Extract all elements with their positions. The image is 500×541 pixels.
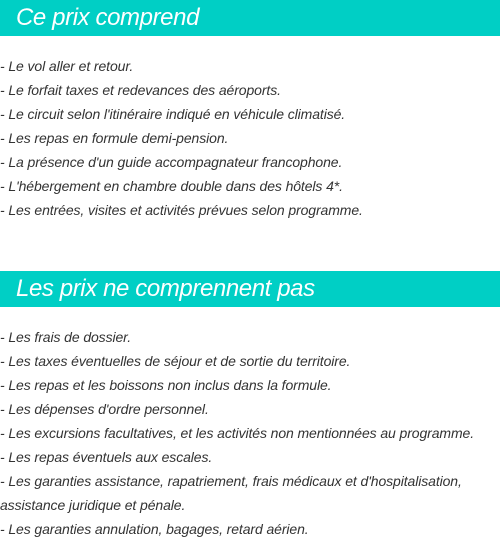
list-item: - Le vol aller et retour. <box>0 58 134 74</box>
list-item: - La présence d'un guide accompagnateur francophone. <box>0 154 343 170</box>
excluded-title: Les prix ne comprennent pas <box>0 271 500 307</box>
list-item: - Les repas en formule demi-pension. <box>0 130 229 146</box>
list-item: - Le circuit selon l'itinéraire indiqué en véhicule climatisé. <box>0 106 346 122</box>
included-list <box>0 54 500 222</box>
included-title: Ce prix comprend <box>0 0 500 36</box>
list-item: - Le forfait taxes et redevances des aéroports. <box>0 82 281 98</box>
list-item: - Les repas éventuels aux escales. <box>0 449 213 465</box>
list-item: - Les excursions facultatives, et les activités non mentionnées au programme. <box>0 425 474 441</box>
list-item: - Les taxes éventuelles de séjour et de sortie du territoire. <box>0 353 351 369</box>
list-item: - Les garanties assistance, rapatriement, frais médicaux et d'hospitalisation, assistance juridique et pénale. <box>0 473 462 513</box>
list-item: - Les garanties annulation, bagages, retard aérien. <box>0 521 309 537</box>
list-item: - Les repas et les boissons non inclus dans la formule. <box>0 377 332 393</box>
excluded-list <box>0 325 500 541</box>
excluded-section <box>0 271 500 537</box>
list-item: - L'hébergement en chambre double dans des hôtels 4*. <box>0 178 343 194</box>
included-section <box>0 0 500 218</box>
list-item: - Les dépenses d'ordre personnel. <box>0 401 209 417</box>
list-item: - Les frais de dossier. <box>0 329 132 345</box>
list-item: - Les entrées, visites et activités prévues selon programme. <box>0 202 363 218</box>
